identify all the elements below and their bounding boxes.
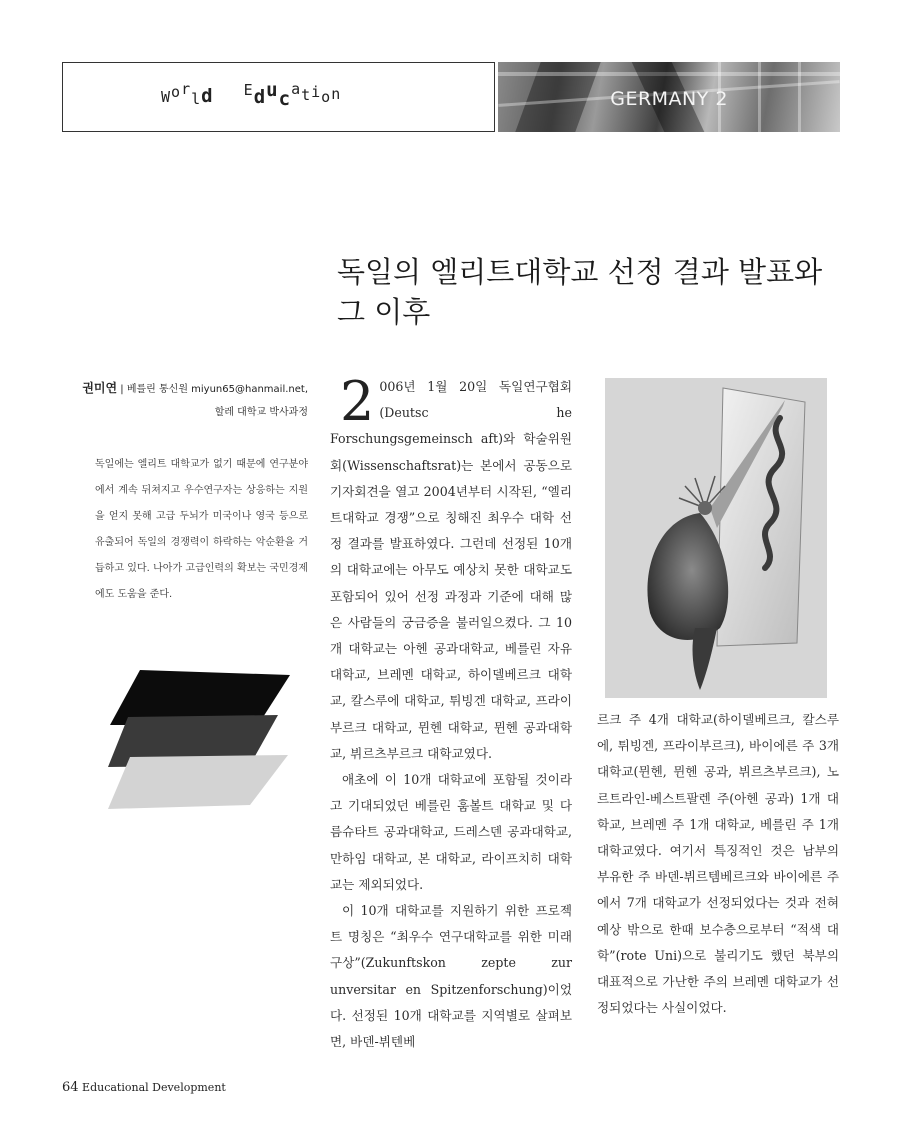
- surreal-illustration: [605, 378, 827, 698]
- country-label: GERMANY 2: [610, 88, 728, 110]
- series-title-letter: t: [301, 86, 312, 104]
- paragraph-1: [330, 370, 572, 767]
- author-affiliation-1: | 베를린 통신원 miyun65@hanmail.net,: [120, 384, 308, 395]
- paragraph-3: 이 10개 대학교를 지원하기 위한 프로젝트 명칭은 “최우수 연구대학교를 위한 미래구상”(Zukunftskon zepte zur unversitar en Spitzenforschung)이었다. 선정된 10개 대학교를 지역별로 살펴보면, 바덴-뷔텐베: [330, 903, 572, 1050]
- series-title-letter: n: [331, 85, 342, 103]
- page-number: 64: [62, 1080, 79, 1095]
- series-title-letter: c: [278, 88, 292, 110]
- series-title: [161, 79, 342, 110]
- article-summary: 독일에는 엘리트 대학교가 없기 때문에 연구분야에서 계속 뒤쳐지고 우수연구자는 상응하는 지원을 얻지 못해 고급 두뇌가 미국이나 영국 등으로 유출되어 독일의 경쟁력이 하락하는 악순환을 거듭하고 있다. 나아가 고급인력의 확보는 국민경제에도 도움을 준다.: [95, 459, 308, 600]
- series-title-letter: [214, 94, 244, 112]
- paragraph-4: 르크 주 4개 대학교(하이델베르크, 칼스루에, 튀빙겐, 프라이부르크), 바이에른 주 3개 대학교(뮌헨, 뮌헨 공과, 뷔르츠부르크), 노르트라인-베스트팔렌 주(아헨 공과) 1개 대학교, 브레멘 주 1개 대학교, 베를린 주 1개 대학교였다. 여기서 특징적인 것은 남부의 부유한 주 바덴-뷔르템베르크와 바이에른 주에서 7개 대학교가 선정되었다는 것과 전혀 예상 밖으로 한때 보수층으로부터 “적색 대학”(rote Uni)으로 불리기도 했던 북부의 대표적으로 가난한 주의 브레멘 대학교가 선정되었다는 사실이었다.: [597, 712, 839, 1016]
- series-title-letter: l: [191, 90, 202, 108]
- publication-name: Educational Development: [82, 1081, 226, 1094]
- article-title: [337, 252, 857, 332]
- paragraph-2: 애초에 이 10개 대학교에 포함될 것이라고 기대되었던 베를린 훔볼트 대학교 및 다름슈타트 공과대학교, 드레스덴 공과대학교, 만하임 대학교, 본 대학교, 라이프치히 대학교는 제외되었다.: [330, 772, 572, 892]
- decorative-parallelograms: [100, 665, 290, 815]
- series-title-letter: o: [321, 88, 332, 106]
- series-title-letter: d: [201, 85, 214, 107]
- illustration-art: [605, 378, 827, 698]
- header-photo: [498, 62, 840, 132]
- author-affiliation-2: 할레 대학교 박사과정: [214, 407, 308, 418]
- series-title-letter: u: [266, 79, 279, 101]
- series-title-letter: r: [181, 80, 192, 98]
- series-title-letter: W: [161, 88, 172, 106]
- series-title-letter: a: [291, 80, 302, 98]
- title-line-2: 그 이후: [337, 295, 431, 329]
- series-title-letter: i: [311, 83, 322, 101]
- title-line-1: 독일의 엘리트대학교 선정 결과 발표와: [337, 255, 823, 289]
- series-header-box: [62, 62, 495, 132]
- series-title-letter: o: [171, 83, 182, 101]
- series-title-letter: E: [243, 81, 254, 99]
- page-footer: [62, 1080, 226, 1095]
- body-column-middle: [330, 370, 572, 1055]
- author-byline: [62, 377, 308, 424]
- body-column-right: [597, 707, 839, 1021]
- series-title-letter: d: [253, 86, 267, 108]
- shape-light-gray: [108, 755, 288, 809]
- author-name: 권미연: [82, 381, 118, 395]
- drop-cap: 2: [340, 370, 375, 433]
- paragraph-1-text: 006년 1월 20일 독일연구협회(Deutsc he Forschungsgemeinsch aft)와 학술위원회(Wissenschaftsrat)는 본에서 공동으로 기자회견을 열고 2004년부터 시작된, “엘리트대학교 경쟁”으로 칭해진 최우수 대학 선정 결과를 발표하였다. 그런데 선정된 10개의 대학교에는 아무도 예상치 못한 대학교도 포함되어 있어 선정 과정과 기준에 대해 많은 사람들의 궁금증을 불러일으켰다. 그 10개 대학교는 아헨 공과대학교, 베를린 자유대학교, 브레멘 대학교, 하이델베르크 대학교, 칼스루에 대학교, 튀빙겐 대학교, 프라이부르크 대학교, 뮌헨 대학교, 뮌헨 공과대학교, 뷔르츠부르크 대학교였다.: [330, 379, 572, 761]
